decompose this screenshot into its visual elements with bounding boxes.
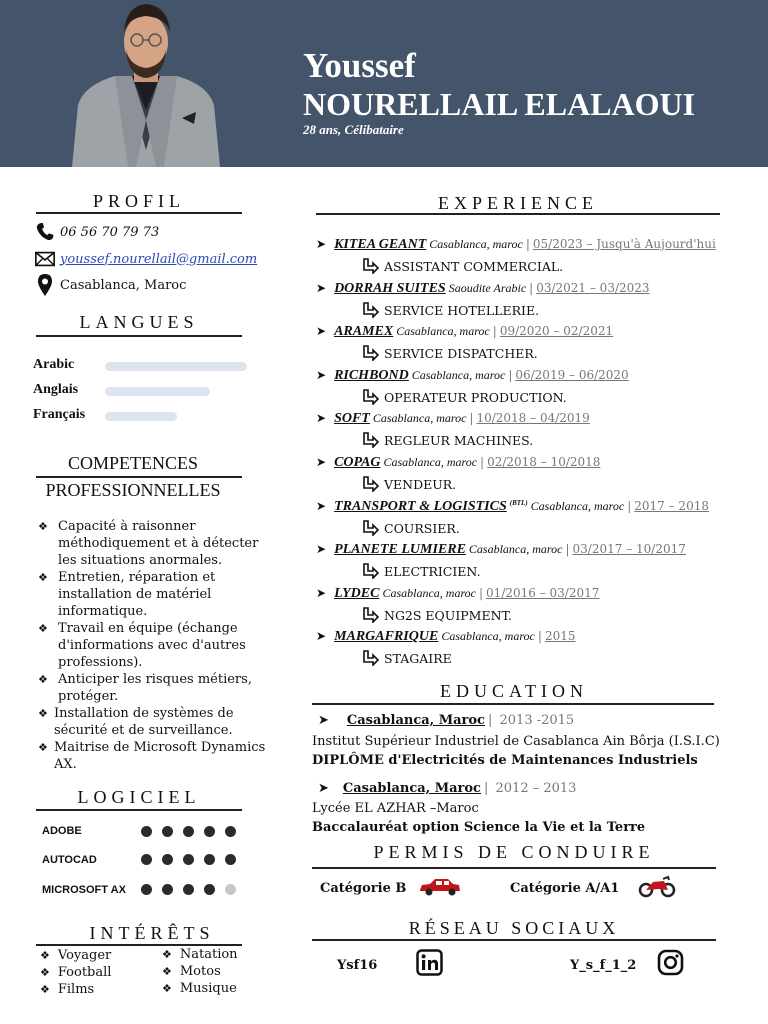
software-rating (141, 826, 236, 837)
language-label: Anglais (33, 382, 79, 397)
location-text: Casablanca, Maroc (60, 277, 187, 293)
interest-item: ❖ Voyager (40, 948, 111, 963)
arrow-icon: ➤ (316, 368, 327, 382)
experience-entry (316, 629, 575, 645)
rating-dot-filled (204, 884, 215, 895)
return-arrow-icon (362, 302, 380, 318)
experience-location: Casablanca, maroc (468, 542, 563, 556)
header-banner (0, 0, 768, 167)
return-arrow-icon (362, 607, 380, 623)
experience-role: NG2S EQUIPMENT. (384, 607, 513, 623)
license-category-a: Catégorie A/A1 (510, 881, 620, 896)
experience-dates: 03/2021 – 03/2023 (536, 281, 650, 295)
arrow-icon: ➤ (316, 324, 327, 338)
section-title-reseau: RÉSEAU SOCIAUX (408, 918, 620, 938)
experience-role-row (362, 476, 456, 492)
education-degree: DIPLÔME d'Electricités de Maintenances Industriels (312, 753, 698, 768)
section-title-interets: INTÉRÊTS (89, 923, 215, 943)
experience-company: SOFT (334, 411, 370, 426)
section-divider (312, 867, 716, 869)
section-title-experience: EXPERIENCE (438, 193, 598, 213)
language-level-bar (105, 387, 210, 396)
rating-dot-filled (204, 826, 215, 837)
experience-location: Casablanca, maroc (441, 629, 535, 643)
experience-company: TRANSPORT & LOGISTICS (334, 499, 507, 514)
language-label: Français (33, 407, 86, 422)
profile-photo (70, 0, 222, 167)
experience-role-row (362, 345, 538, 361)
location-pin-icon (34, 274, 56, 296)
arrow-icon: ➤ (316, 542, 327, 556)
experience-entry (316, 542, 686, 558)
experience-location: Casablanca, maroc (372, 411, 467, 425)
experience-location: Casablanca, maroc (530, 499, 625, 513)
experience-dates: 2017 – 2018 (634, 499, 709, 513)
software-label: ADOBE (42, 825, 82, 837)
section-divider (312, 939, 716, 941)
experience-role: COURSIER. (384, 520, 460, 536)
education-years: 2012 – 2013 (495, 781, 577, 796)
experience-location: Casablanca, maroc (383, 455, 478, 469)
software-label: MICROSOFT AX (42, 884, 126, 896)
arrow-icon: ➤ (316, 455, 327, 469)
return-arrow-icon (362, 389, 380, 405)
instagram-icon[interactable] (657, 949, 684, 976)
section-title-competences: COMPETENCES (67, 453, 199, 473)
experience-dates: 09/2020 – 02/2021 (499, 324, 614, 338)
contact-location (34, 274, 186, 296)
experience-role-row (362, 650, 452, 666)
rating-dot-empty (225, 884, 236, 895)
section-title-permis: PERMIS DE CONDUIRE (373, 842, 655, 862)
list-item: ❖ Anticiper les risques métiers, protéger. (36, 671, 268, 705)
rating-dot-filled (204, 854, 215, 865)
rating-dot-filled (183, 826, 194, 837)
section-divider (316, 213, 720, 215)
education-entry-header: ➤ Casablanca, Maroc | 2012 – 2013 (318, 781, 577, 796)
interest-item: ❖ Football (40, 965, 111, 980)
license-category-b: Catégorie B (320, 881, 407, 896)
experience-entry (316, 586, 599, 602)
rating-dot-filled (162, 884, 173, 895)
experience-role: STAGAIRE (384, 650, 452, 666)
return-arrow-icon (362, 476, 380, 492)
section-divider (36, 944, 242, 946)
rating-dot-filled (141, 854, 152, 865)
return-arrow-icon (362, 345, 380, 361)
section-divider (36, 809, 242, 811)
experience-role: OPERATEUR PRODUCTION. (384, 389, 567, 405)
experience-role-row (362, 302, 539, 318)
arrow-icon: ➤ (316, 629, 327, 643)
experience-role: SERVICE HOTELLERIE. (384, 302, 540, 318)
list-item: ❖ Travail en équipe (échange d'informations avec d'autres professions). (36, 620, 268, 671)
rating-dot-filled (141, 884, 152, 895)
linkedin-icon[interactable] (416, 949, 443, 976)
experience-dates: 06/2019 – 06/2020 (515, 368, 629, 382)
arrow-icon: ➤ (316, 411, 327, 425)
interest-item: ❖ Motos (162, 964, 221, 979)
separator: | (469, 411, 474, 425)
return-arrow-icon (362, 258, 380, 274)
separator: | (479, 586, 484, 600)
skills-list (36, 518, 268, 773)
experience-company-suffix: (BTL) (509, 499, 528, 507)
separator: | (492, 324, 497, 338)
arrow-icon: ➤ (316, 586, 327, 600)
experience-role: ELECTRICIEN. (384, 563, 481, 579)
list-item: ❖ Capacité à raisonner méthodiquement et à détecter les situations anormales. (36, 518, 268, 569)
instagram-username: Y_s_f_1_2 (570, 958, 637, 973)
education-school: Institut Supérieur Industriel de Casablanca Ain Bôrja (I.S.I.C) (312, 734, 720, 749)
education-place: Casablanca, Maroc (346, 713, 485, 728)
section-title-profil: PROFIL (92, 191, 185, 211)
rating-dot-filled (141, 826, 152, 837)
experience-entry (316, 237, 716, 253)
return-arrow-icon (362, 650, 380, 666)
education-school: Lycée EL AZHAR –Maroc (312, 801, 479, 816)
rating-dot-filled (183, 854, 194, 865)
experience-role-row (362, 432, 533, 448)
mail-icon (34, 248, 56, 270)
rating-dot-filled (225, 826, 236, 837)
arrow-icon: ➤ (316, 499, 327, 513)
list-item: ❖ Maitrise de Microsoft Dynamics AX. (36, 739, 268, 773)
experience-role-row (362, 563, 481, 579)
list-item: ❖ Installation de systèmes de sécurité et de surveillance. (36, 705, 268, 739)
section-divider (36, 476, 242, 478)
experience-role: REGLEUR MACHINES. (384, 432, 534, 448)
experience-role-row (362, 607, 512, 623)
software-rating (141, 854, 236, 865)
language-level-bar (105, 412, 177, 421)
separator: | (480, 455, 485, 469)
experience-entry (316, 324, 613, 340)
arrow-icon: ➤ (316, 237, 327, 251)
software-rating (141, 884, 236, 895)
education-degree: Baccalauréat option Science la Vie et la Terre (312, 820, 646, 835)
interest-item: ❖ Musique (162, 981, 237, 996)
last-name: NOURELLAIL ELALAOUI (303, 86, 696, 122)
separator: | (565, 542, 570, 556)
experience-company: LYDEC (334, 586, 380, 601)
experience-entry (316, 411, 590, 427)
experience-company: KITEA GEANT (334, 237, 427, 252)
experience-entry (316, 368, 629, 384)
experience-company: DORRAH SUITES (334, 281, 446, 296)
experience-company: PLANETE LUMIERE (334, 542, 466, 557)
experience-location: Casablanca, maroc (396, 324, 490, 338)
language-level-bar (105, 362, 247, 371)
education-entry-header: ➤ Casablanca, Maroc | 2013 -2015 (318, 713, 575, 728)
return-arrow-icon (362, 432, 380, 448)
separator: | (508, 368, 513, 382)
first-name: Youssef (303, 46, 416, 85)
experience-company: ARAMEX (334, 324, 394, 339)
education-place: Casablanca, Maroc (342, 781, 481, 796)
experience-company: MARGAFRIQUE (334, 629, 439, 644)
software-label: AUTOCAD (42, 854, 97, 866)
experience-entry (316, 281, 650, 297)
separator: | (525, 237, 530, 251)
experience-dates: 10/2018 – 04/2019 (476, 411, 590, 425)
experience-entry (316, 499, 709, 515)
return-arrow-icon (362, 563, 380, 579)
experience-location: Saoudite Arabic (448, 281, 527, 295)
experience-role-row (362, 258, 563, 274)
rating-dot-filled (183, 884, 194, 895)
section-title-competences-line2: PROFESSIONNELLES (45, 480, 221, 500)
separator: | (529, 281, 534, 295)
list-item: ❖ Entretien, réparation et installation de matériel informatique. (36, 569, 268, 620)
experience-location: Casablanca, maroc (411, 368, 506, 382)
contact-phone (34, 221, 159, 243)
experience-role-row (362, 389, 567, 405)
experience-role: ASSISTANT COMMERCIAL. (384, 258, 564, 274)
education-years: 2013 -2015 (499, 713, 575, 728)
rating-dot-filled (162, 826, 173, 837)
arrow-icon: ➤ (318, 713, 329, 728)
language-label: Arabic (33, 357, 75, 372)
section-divider (312, 703, 714, 705)
linkedin-username: Ysf16 (337, 958, 378, 973)
motorcycle-icon (638, 874, 676, 898)
experience-dates: 2015 (544, 629, 576, 643)
experience-entry (316, 455, 600, 471)
experience-role-row (362, 520, 460, 536)
phone-icon (34, 221, 56, 243)
rating-dot-filled (225, 854, 236, 865)
section-divider (36, 335, 242, 337)
rating-dot-filled (162, 854, 173, 865)
return-arrow-icon (362, 520, 380, 536)
experience-dates: 05/2023 – Jusqu'à Aujourd'hui (532, 237, 716, 251)
section-title-education: EDUCATION (440, 681, 588, 701)
separator: | (537, 629, 542, 643)
experience-location: Casablanca, maroc (429, 237, 523, 251)
phone-number: 06 56 70 79 73 (60, 224, 160, 240)
contact-email (34, 248, 257, 270)
car-icon (418, 876, 462, 898)
age-status: 28 ans, Célibataire (303, 122, 404, 137)
experience-dates: 01/2016 – 03/2017 (486, 586, 600, 600)
email-link[interactable]: youssef.nourellail@gmail.com (60, 251, 258, 267)
arrow-icon: ➤ (316, 281, 327, 295)
experience-role: VENDEUR. (384, 476, 457, 492)
experience-dates: 02/2018 – 10/2018 (487, 455, 601, 469)
section-title-langues: LANGUES (79, 312, 199, 332)
section-title-logiciel: LOGICIEL (77, 787, 201, 807)
separator: | (627, 499, 632, 513)
experience-company: RICHBOND (334, 368, 409, 383)
experience-dates: 03/2017 – 10/2017 (572, 542, 686, 556)
interest-item: ❖ Natation (162, 947, 238, 962)
experience-company: COPAG (334, 455, 381, 470)
experience-role: SERVICE DISPATCHER. (384, 345, 538, 361)
experience-location: Casablanca, maroc (382, 586, 476, 600)
interest-item: ❖ Films (40, 982, 94, 997)
section-divider (36, 212, 242, 214)
arrow-icon: ➤ (318, 781, 329, 796)
